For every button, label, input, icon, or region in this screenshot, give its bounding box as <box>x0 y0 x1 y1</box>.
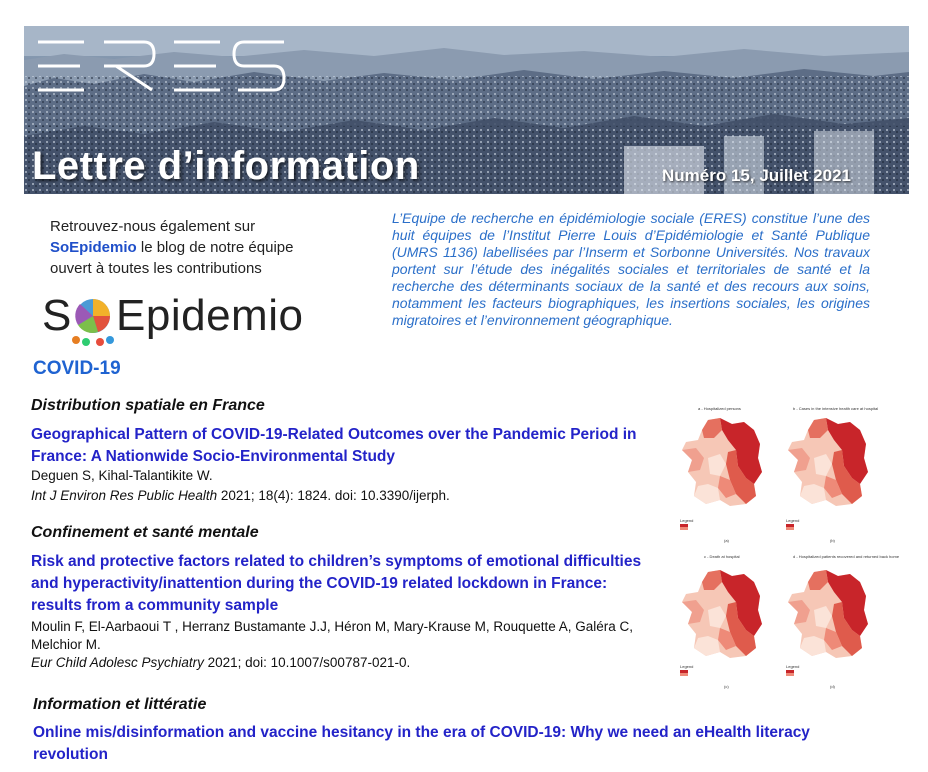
globe-icon <box>70 292 116 346</box>
legend-c: Legend <box>680 664 694 669</box>
promo-line-1: Retrouvez-nous également sur <box>50 218 256 235</box>
article-2-authors-1: Moulin F, El-Aarbaoui T , Herranz Bustamante J.J, Héron M, Mary-Krause M, Rouquette A, Galéra C, <box>31 619 633 634</box>
article-2-journal: Eur Child Adolesc Psychiatry <box>31 655 204 670</box>
newsletter-title: Lettre d’information <box>32 144 420 188</box>
panel-c-title: c - Death at hospital <box>704 554 740 559</box>
panel-a-title: a - Hospitalized persons <box>698 406 741 411</box>
logo-letter-s: S <box>42 291 72 340</box>
article-1-topic: Distribution spatiale en France <box>31 397 265 414</box>
promo-line-2 <box>50 237 293 258</box>
panel-a-letter: (a) <box>724 538 729 543</box>
article-2-topic: Confinement et santé mentale <box>31 524 259 541</box>
panel-d-title: d - Hospitalized patients recovered and returned back home <box>793 554 900 559</box>
panel-c-letter: (c) <box>724 684 729 689</box>
legend-a: Legend <box>680 518 694 523</box>
article-1-journal: Int J Environ Res Public Health <box>31 488 218 503</box>
article-1-reference <box>31 488 450 503</box>
article-2-title[interactable]: Risk and protective factors related to children’s symptoms of emotional difficulties and hyperactivity/inattention during the COVID-19 related lockdown in France: results from a community sample <box>31 553 642 614</box>
promo-line-3: ouvert à toutes les contributions <box>50 260 262 277</box>
article-2-authors-2: Melchior M. <box>31 637 101 652</box>
legend-d: Legend <box>786 664 800 669</box>
issue-number: Numéro 15, Juillet 2021 <box>662 166 851 185</box>
team-description: L’Equipe de recherche en épidémiologie sociale (ERES) constitue l’une des huit équipes de l’Institut Pierre Louis d’Epidémiologie et Santé Publique (UMRS 1136) labellisées par l’Inserm et Sorbonne Universités. Nos travaux portent sur l’étude des inégalités sociales et territoriales de santé et la recherche des déterminants sociaux de la santé et des recours aux soins, notamment les facteurs biographiques, les insertions sociales, les origines migratoires et l’environnement géographique. <box>392 210 870 328</box>
france-maps-figure <box>676 400 900 692</box>
logo-word: Epidemio <box>116 291 304 340</box>
soepidemio-logo[interactable] <box>40 286 340 350</box>
article-1-authors: Deguen S, Kihal-Talantikite W. <box>31 468 213 483</box>
panel-b-title: b - Cases in the intensive health care at hospital <box>793 406 879 411</box>
eres-logo <box>34 36 294 96</box>
panel-d-letter: (d) <box>830 684 835 689</box>
article-3-title[interactable]: Online mis/disinformation and vaccine hesitancy in the era of COVID-19: Why we need an eHealth literacy revolution <box>33 724 810 763</box>
legend-b: Legend <box>786 518 800 523</box>
article-1-citation: 2021; 18(4): 1824. doi: 10.3390/ijerph. <box>217 488 450 503</box>
section-title: COVID-19 <box>33 358 121 379</box>
article-1-title[interactable]: Geographical Pattern of COVID-19-Related Outcomes over the Pandemic Period in France: A Nationwide Socio-Environmental Study <box>31 426 637 465</box>
article-2-citation: 2021; doi: 10.1007/s00787-021-0. <box>203 655 411 670</box>
blog-promo <box>50 216 293 279</box>
header-banner <box>24 26 909 194</box>
article-2-reference <box>31 655 410 670</box>
blog-link[interactable]: SoEpidemio <box>50 239 137 256</box>
promo-line-2-rest: le blog de notre équipe <box>136 239 294 256</box>
article-3-topic: Information et littératie <box>33 696 207 713</box>
panel-b-letter: (b) <box>830 538 835 543</box>
